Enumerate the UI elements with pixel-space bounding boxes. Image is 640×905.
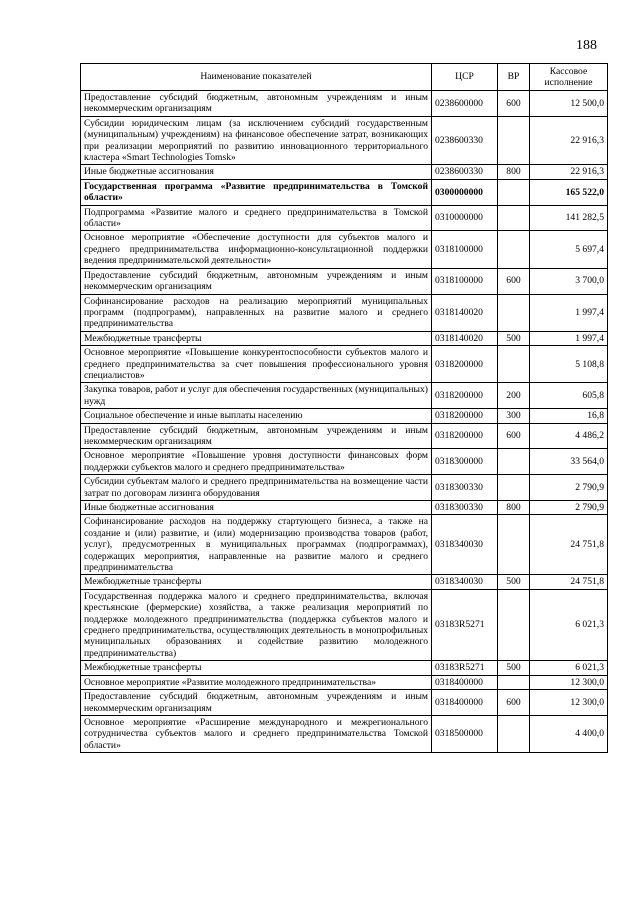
row-vr-cell: 500 (498, 331, 530, 345)
budget-table (80, 63, 608, 753)
header-csr: ЦСР (432, 64, 498, 91)
row-name-cell: Субсидии субъектам малого и среднего предпринимательства на возмещение части затрат по договорам лизинга оборудования (81, 475, 432, 501)
row-name-cell: Государственная поддержка малого и среднего предпринимательства, включая крестьянские (фермерские) хозяйства, а также реализация мероприятий по поддержке молодежного предпринимательства (поддержка субъектов малого и среднего предпринимательства, осуществляющих деятельность в монопрофильных муниципальных образованиях и содействие развитию молодежного предпринимательства) (81, 589, 432, 660)
row-sum-cell: 2 790,9 (530, 475, 608, 501)
row-sum-cell: 24 751,8 (530, 575, 608, 589)
table-row (81, 409, 608, 423)
table-row (81, 690, 608, 716)
row-sum-cell: 2 790,9 (530, 501, 608, 515)
table-row (81, 501, 608, 515)
row-vr-cell (498, 231, 530, 268)
row-sum-cell: 16,8 (530, 409, 608, 423)
row-sum-cell: 141 282,5 (530, 205, 608, 231)
row-sum-cell: 12 500,0 (530, 91, 608, 117)
row-csr-cell: 0318300000 (432, 449, 498, 475)
row-csr-cell: 0318400000 (432, 690, 498, 716)
row-name-cell: Подпрограмма «Развитие малого и среднего предпринимательства в Томской области» (81, 205, 432, 231)
row-vr-cell (498, 515, 530, 575)
row-vr-cell: 600 (498, 690, 530, 716)
row-name-cell: Основное мероприятие «Расширение международного и межрегионального сотрудничества субъектов малого и среднего предпринимательства Томской области» (81, 715, 432, 752)
row-csr-cell: 0318340030 (432, 575, 498, 589)
row-vr-cell: 300 (498, 409, 530, 423)
table-row (81, 165, 608, 179)
row-vr-cell: 600 (498, 268, 530, 294)
row-vr-cell: 600 (498, 91, 530, 117)
row-name-cell: Межбюджетные трансферты (81, 575, 432, 589)
row-vr-cell (498, 179, 530, 205)
row-vr-cell (498, 589, 530, 660)
row-name-cell: Субсидии юридическим лицам (за исключением субсидий государственным (муниципальным) учреждениям) на финансовое обеспечение затрат, возникающих при реализации мероприятий по развитию инновационного территориального кластера «Smart Technologies Tomsk» (81, 116, 432, 165)
table-row (81, 715, 608, 752)
row-vr-cell (498, 449, 530, 475)
row-csr-cell: 0318340030 (432, 515, 498, 575)
row-name-cell: Основное мероприятие «Развитие молодежного предпринимательства» (81, 675, 432, 689)
row-sum-cell: 12 300,0 (530, 675, 608, 689)
row-vr-cell (498, 116, 530, 165)
row-sum-cell: 6 021,3 (530, 589, 608, 660)
row-sum-cell: 605,8 (530, 383, 608, 409)
row-csr-cell: 0318300330 (432, 501, 498, 515)
row-name-cell: Основное мероприятие «Повышение конкурентоспособности субъектов малого и среднего предпринимательства за счет повышения профессионального уровня специалистов» (81, 346, 432, 383)
row-name-cell: Основное мероприятие «Повышение уровня доступности финансовых форм поддержки субъектов малого и среднего предпринимательства» (81, 449, 432, 475)
row-name-cell: Иные бюджетные ассигнования (81, 165, 432, 179)
table-row (81, 116, 608, 165)
table-row (81, 475, 608, 501)
table-row (81, 294, 608, 331)
row-vr-cell (498, 475, 530, 501)
table-row (81, 383, 608, 409)
row-sum-cell: 165 522,0 (530, 179, 608, 205)
row-name-cell: Закупка товаров, работ и услуг для обеспечения государственных (муниципальных) нужд (81, 383, 432, 409)
row-name-cell: Социальное обеспечение и иные выплаты населению (81, 409, 432, 423)
row-csr-cell: 0318500000 (432, 715, 498, 752)
row-csr-cell: 0318140020 (432, 294, 498, 331)
header-name: Наименование показателей (81, 64, 432, 91)
row-vr-cell: 600 (498, 423, 530, 449)
row-csr-cell: 0238600330 (432, 165, 498, 179)
row-vr-cell (498, 346, 530, 383)
table-row (81, 231, 608, 268)
row-vr-cell (498, 675, 530, 689)
row-name-cell: Предоставление субсидий бюджетным, автономным учреждениям и иным некоммерческим организациям (81, 690, 432, 716)
row-sum-cell: 5 697,4 (530, 231, 608, 268)
row-csr-cell: 0318140020 (432, 331, 498, 345)
row-csr-cell: 0300000000 (432, 179, 498, 205)
row-csr-cell: 0238600000 (432, 91, 498, 117)
header-vr: ВР (498, 64, 530, 91)
row-name-cell: Софинансирование расходов на реализацию мероприятий муниципальных программ (подпрограмм), направленных на развитие малого и среднего предпринимательства (81, 294, 432, 331)
table-row (81, 515, 608, 575)
table-row (81, 661, 608, 675)
row-csr-cell: 0318100000 (432, 268, 498, 294)
row-csr-cell: 0318200000 (432, 346, 498, 383)
table-header-row (81, 64, 608, 91)
table-row (81, 179, 608, 205)
row-vr-cell (498, 294, 530, 331)
row-sum-cell: 1 997,4 (530, 331, 608, 345)
row-name-cell: Предоставление субсидий бюджетным, автономным учреждениям и иным некоммерческим организациям (81, 91, 432, 117)
row-csr-cell: 0318200000 (432, 383, 498, 409)
row-name-cell: Предоставление субсидий бюджетным, автономным учреждениям и иным некоммерческим организациям (81, 268, 432, 294)
row-name-cell: Межбюджетные трансферты (81, 331, 432, 345)
row-csr-cell: 03183R5271 (432, 589, 498, 660)
table-row (81, 331, 608, 345)
table-row (81, 205, 608, 231)
row-vr-cell: 500 (498, 661, 530, 675)
row-sum-cell: 1 997,4 (530, 294, 608, 331)
row-sum-cell: 3 700,0 (530, 268, 608, 294)
row-sum-cell: 5 108,8 (530, 346, 608, 383)
row-vr-cell (498, 715, 530, 752)
table-row (81, 449, 608, 475)
row-sum-cell: 22 916,3 (530, 116, 608, 165)
table-row (81, 423, 608, 449)
row-sum-cell: 4 486,2 (530, 423, 608, 449)
row-csr-cell: 0318200000 (432, 423, 498, 449)
row-csr-cell: 0318200000 (432, 409, 498, 423)
row-csr-cell: 0238600330 (432, 116, 498, 165)
table-row (81, 346, 608, 383)
table-row (81, 675, 608, 689)
page-number: 188 (576, 38, 597, 53)
row-vr-cell (498, 205, 530, 231)
row-name-cell: Иные бюджетные ассигнования (81, 501, 432, 515)
table-row (81, 91, 608, 117)
row-name-cell: Софинансирование расходов на поддержку стартующего бизнеса, а также на создание и (или) развитие, и (или) модернизацию производства товаров (работ, услуг), предусмотренных в муниципальных программах (подпрограммах), содержащих мероприятия, направленные на развитие малого и среднего предпринимательства (81, 515, 432, 575)
row-csr-cell: 03183R5271 (432, 661, 498, 675)
row-name-cell: Межбюджетные трансферты (81, 661, 432, 675)
row-vr-cell: 200 (498, 383, 530, 409)
row-sum-cell: 33 564,0 (530, 449, 608, 475)
row-csr-cell: 0318400000 (432, 675, 498, 689)
row-csr-cell: 0310000000 (432, 205, 498, 231)
row-vr-cell: 800 (498, 501, 530, 515)
row-vr-cell: 500 (498, 575, 530, 589)
row-sum-cell: 22 916,3 (530, 165, 608, 179)
row-sum-cell: 24 751,8 (530, 515, 608, 575)
table-row (81, 575, 608, 589)
row-name-cell: Основное мероприятие «Обеспечение доступности для субъектов малого и среднего предпринимательства информационно-консультационной поддержки ведения предпринимательской деятельности» (81, 231, 432, 268)
row-csr-cell: 0318300330 (432, 475, 498, 501)
header-sum: Кассовое исполнение (530, 64, 608, 91)
row-name-cell: Государственная программа «Развитие предпринимательства в Томской области» (81, 179, 432, 205)
row-csr-cell: 0318100000 (432, 231, 498, 268)
table-row (81, 589, 608, 660)
row-name-cell: Предоставление субсидий бюджетным, автономным учреждениям и иным некоммерческим организациям (81, 423, 432, 449)
table-row (81, 268, 608, 294)
row-sum-cell: 4 400,0 (530, 715, 608, 752)
row-sum-cell: 12 300,0 (530, 690, 608, 716)
row-sum-cell: 6 021,3 (530, 661, 608, 675)
row-vr-cell: 800 (498, 165, 530, 179)
